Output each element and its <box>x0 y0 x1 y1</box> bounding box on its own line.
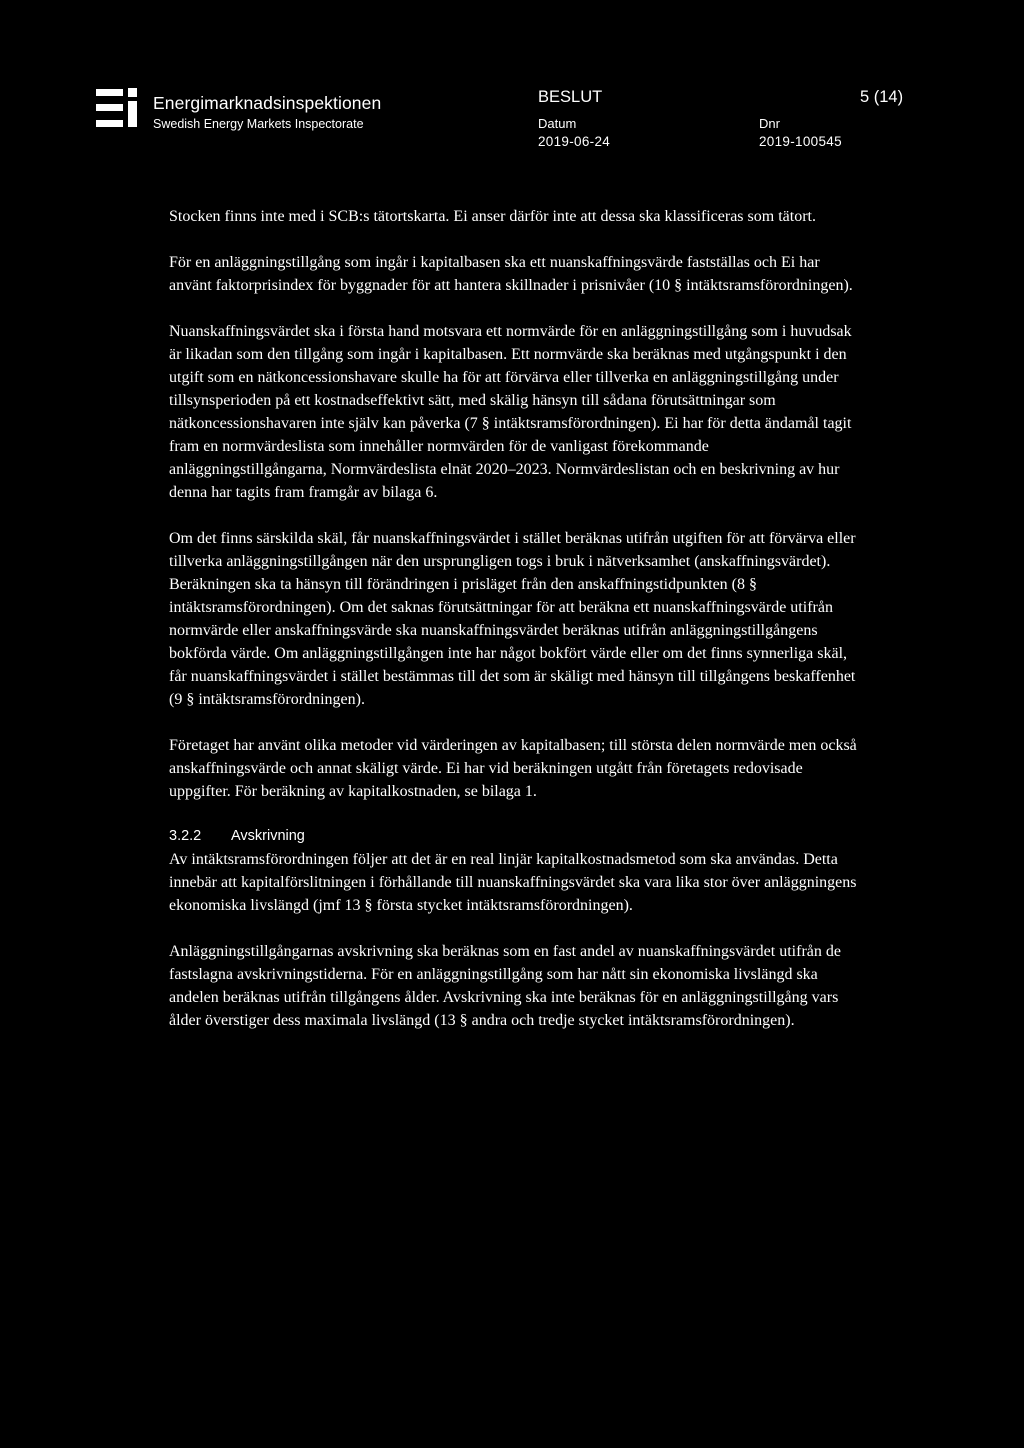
organization-subtitle: Swedish Energy Markets Inspectorate <box>153 117 364 131</box>
logo-i-dot <box>128 88 137 97</box>
paragraph-normvarde: Nuanskaffningsvärdet ska i första hand motsvara ett normvärde för en anläggningstillgång som i huvudsak är likadan som den tillgång som ingår i kapitalbasen. Ett normvärde ska beräknas med utgångspunkt i den utgift som en nätkoncessionshavare skulle ha för att förvärva eller tillverka en anläggningstillgång under tillsynsperioden på ett kostnadseffektivt sätt, med skälig hänsyn till sådana förutsättningar som nätkoncessionshavaren inte själv kan påverka (7 § intäktsramsförordningen). Ei har för detta ändamål tagit fram en normvärdeslista som innehåller normvärden för de vanligast förekommande anläggningstillgångarna, Normvärdeslista elnät 2020–2023. Normvärdeslistan och en beskrivning av hur denna har tagits fram framgår av bilaga 6. <box>169 323 852 501</box>
ei-logo <box>96 86 138 130</box>
paragraph-vardering-metoder: Företaget har använt olika metoder vid värderingen av kapitalbasen; till största delen normvärde men också anskaffningsvärde och annat skäligt värde. Ei har vid beräkningen utgått från företagets redovisade uppgifter. För beräkning av kapitalkostnaden, se bilaga 1. <box>169 737 857 800</box>
organization-block <box>153 93 381 133</box>
reference-number-label: Dnr <box>759 116 780 131</box>
organization-name: Energimarknadsinspektionen <box>153 93 382 113</box>
document-body <box>169 205 859 1055</box>
date-value: 2019-06-24 <box>538 134 611 149</box>
logo-i-stem <box>128 101 137 127</box>
section-heading <box>169 826 859 846</box>
logo-bar-middle <box>96 104 123 111</box>
logo-bar-bottom <box>96 120 123 127</box>
section-title: Avskrivning <box>231 828 305 844</box>
page-number: 5 (14) <box>860 88 904 106</box>
section-number: 3.2.2 <box>169 828 202 844</box>
logo-bar-top <box>96 89 123 96</box>
paragraph-kapitalkostnadsmetod: Av intäktsramsförordningen följer att det är en real linjär kapitalkostnadsmetod som ska användas. Detta innebär att kapitalförslitningen i förhållande till nuanskaffningsvärdet ska vara lika stor över anläggningens ekonomiska livslängd (jmf 13 § första stycket intäktsramsförordningen). <box>169 851 857 914</box>
date-label: Datum <box>538 116 577 131</box>
paragraph-nuanskaffningsvarde: För en anläggningstillgång som ingår i kapitalbasen ska ett nuanskaffningsvärde fastställas och Ei har använt faktorprisindex för byggnader för att hantera skillnader i prisnivåer (10 § intäktsramsförordningen). <box>169 254 853 294</box>
reference-number-value: 2019-100545 <box>759 134 842 149</box>
document-type: BESLUT <box>538 88 603 106</box>
paragraph-tatort: Stocken finns inte med i SCB:s tätortskarta. Ei anser därför inte att dessa ska klassificeras som tätort. <box>169 208 816 225</box>
paragraph-sarskilda-skal: Om det finns särskilda skäl, får nuanskaffningsvärdet i stället beräknas utifrån utgiften för att förvärva eller tillverka anläggningstillgången när den ursprungligen togs i bruk i nätverksamhet (anskaffningsvärdet). Beräkningen ska ta hänsyn till förändringen i prisläget från den anskaffningstidpunkten (8 § intäktsramsförordningen). Om det saknas förutsättningar för att beräkna ett nuanskaffningsvärde utifrån normvärde eller anskaffningsvärde ska nuanskaffningsvärdet beräknas utifrån anläggningstillgångens bokförda värde. Om anläggningstillgången inte har något bokfört värde eller om det finns synnerliga skäl, får nuanskaffningsvärdet i stället bestämmas till det som är skäligt med hänsyn till tillgångens beskaffenhet (9 § intäktsramsförordningen). <box>169 530 856 708</box>
paragraph-avskrivning-andel: Anläggningstillgångarnas avskrivning ska beräknas som en fast andel av nuanskaffningsvärdet utifrån de fastslagna avskrivningstiderna. För en anläggningstillgång som har nått sin ekonomiska livslängd ska andelen beräknas utifrån tillgångens ålder. Avskrivning ska inte beräknas för en anläggningstillgång vars ålder överstiger dess maximala livslängd (13 § andra och tredje stycket intäktsramsförordningen). <box>169 943 841 1029</box>
